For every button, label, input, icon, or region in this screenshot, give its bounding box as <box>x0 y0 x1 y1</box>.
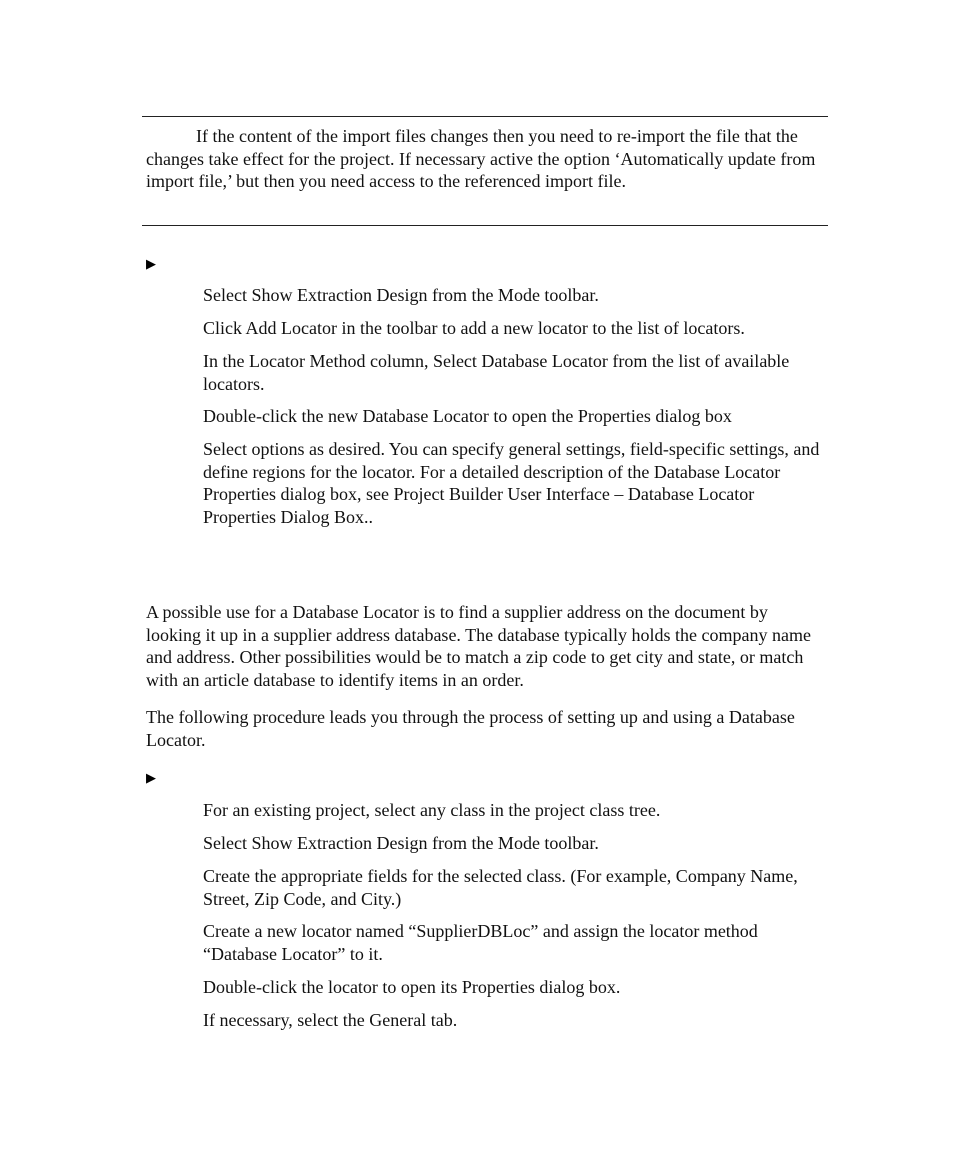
procedure1-step-1: Select Show Extraction Design from the Mode toolbar. <box>203 285 599 305</box>
procedure2-step-5: Double-click the locator to open its Properties dialog box. <box>203 977 621 997</box>
note-top-rule <box>142 116 828 117</box>
procedure1-step-4: Double-click the new Database Locator to open the Properties dialog box <box>203 406 732 426</box>
procedure-arrow-icon: ▶ <box>146 770 156 785</box>
note-text: If the content of the import files changes then you need to re-import the file that the changes take effect for the project. If necessary active the option ‘Automatically update from import file,’ but then you need access to the referenced import file. <box>146 126 816 191</box>
body-paragraph-2: The following procedure leads you through the process of setting up and using a Database Locator. <box>146 707 795 750</box>
procedure1-step-3: In the Locator Method column, Select Database Locator from the list of available locators. <box>203 351 790 394</box>
procedure-arrow-icon: ▶ <box>146 256 156 271</box>
note-bottom-rule <box>142 225 828 226</box>
body-paragraph-1: A possible use for a Database Locator is to find a supplier address on the document by looking it up in a supplier address database. The database typically holds the company name and address. Other possibilities would be to match a zip code to get city and state, or match with an article database to identify items in an order. <box>146 602 811 690</box>
procedure2-step-1: For an existing project, select any class in the project class tree. <box>203 800 661 820</box>
procedure2-step-2: Select Show Extraction Design from the Mode toolbar. <box>203 833 599 853</box>
procedure1-step-2: Click Add Locator in the toolbar to add a new locator to the list of locators. <box>203 318 745 338</box>
procedure2-step-4: Create a new locator named “SupplierDBLoc” and assign the locator method “Database Locator” to it. <box>203 921 758 964</box>
procedure2-step-6: If necessary, select the General tab. <box>203 1010 458 1030</box>
procedure2-step-3: Create the appropriate fields for the selected class. (For example, Company Name, Street, Zip Code, and City.) <box>203 866 798 909</box>
procedure1-step-5: Select options as desired. You can specify general settings, field-specific settings, and define regions for the locator. For a detailed description of the Database Locator Properties dialog box, see Project Builder User Interface – Database Locator Properties Dialog Box.. <box>203 439 820 527</box>
